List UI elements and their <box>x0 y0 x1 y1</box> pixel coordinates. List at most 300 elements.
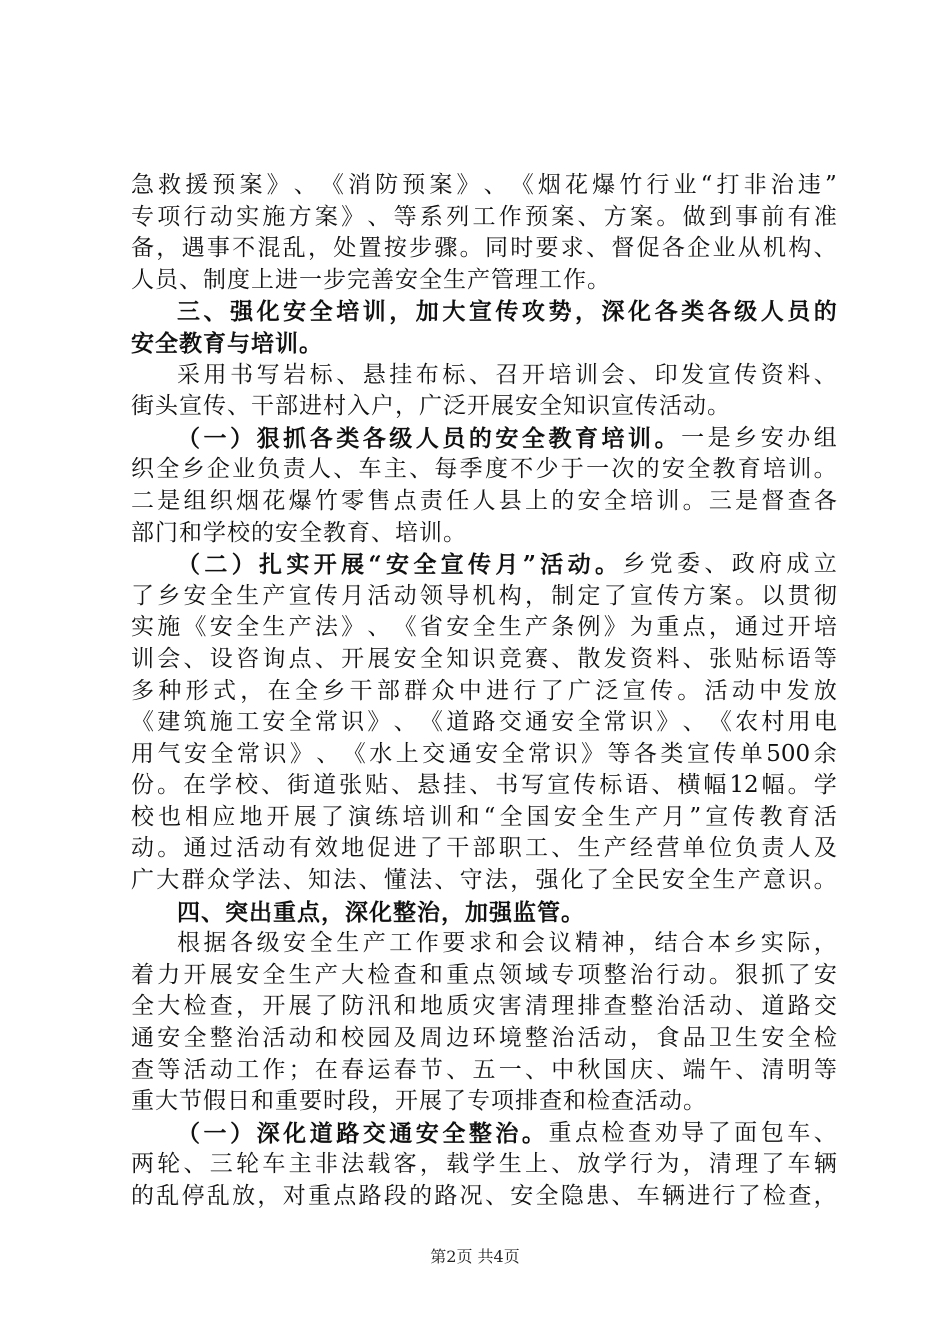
text-glyph: 乡 <box>734 424 758 451</box>
text-glyph: 一 <box>203 1119 227 1147</box>
text-glyph: 常 <box>603 709 627 736</box>
text-glyph: 强 <box>535 867 559 894</box>
text-glyph: 机 <box>472 582 496 609</box>
text-glyph: （ <box>177 1119 200 1147</box>
text-glyph: 《 <box>131 709 154 736</box>
text-glyph: 》 <box>341 614 365 641</box>
text-glyph: 路 <box>472 709 496 736</box>
text-glyph: 轮 <box>236 1151 260 1178</box>
text-glyph: 采 <box>177 361 200 388</box>
text-glyph: 辆 <box>813 1151 837 1178</box>
text-glyph: 狠 <box>256 424 280 452</box>
text-glyph: 《 <box>183 614 207 641</box>
text-glyph: 方 <box>288 203 312 230</box>
text-glyph: 》 <box>603 614 627 641</box>
text-glyph: ， <box>419 1151 443 1178</box>
text-glyph: 等 <box>813 1056 837 1083</box>
text-glyph: 查 <box>209 993 233 1020</box>
text-glyph: 守 <box>459 867 483 894</box>
text-glyph: 急 <box>131 172 154 198</box>
text-line <box>131 707 837 739</box>
text-glyph: ， <box>813 930 837 957</box>
text-glyph: 各 <box>661 235 685 262</box>
text-glyph: 竞 <box>498 645 522 672</box>
text-glyph: 及 <box>813 835 837 862</box>
text-glyph: 构 <box>788 235 812 262</box>
text-glyph: 品 <box>682 1025 706 1052</box>
text-glyph: 》 <box>341 203 365 230</box>
text-glyph: 识 <box>630 709 654 736</box>
text-glyph: ， <box>813 1183 837 1209</box>
text-glyph: 领 <box>498 961 522 988</box>
text-glyph: 乡 <box>622 551 646 578</box>
text-glyph: 活 <box>183 1056 207 1083</box>
text-glyph: 级 <box>734 298 758 326</box>
text-glyph: 行 <box>656 961 680 988</box>
text-glyph: 从 <box>737 235 761 262</box>
text-glyph: 各 <box>230 930 254 957</box>
text-glyph: 生 <box>608 803 632 830</box>
text-glyph: 乱 <box>206 1183 230 1209</box>
text-glyph: 预 <box>402 172 426 198</box>
text-glyph: 赛 <box>524 645 548 672</box>
text-glyph: 》 <box>656 709 680 736</box>
text-glyph: 作 <box>415 930 439 957</box>
text-glyph: 众 <box>431 677 455 704</box>
text-glyph: 动 <box>567 551 591 579</box>
text-glyph: 。 <box>459 235 483 262</box>
text-glyph: 园 <box>367 1025 391 1052</box>
text-glyph: 域 <box>524 961 548 988</box>
text-glyph: 食 <box>656 1025 680 1052</box>
text-glyph: 会 <box>157 645 181 672</box>
text-glyph: 筑 <box>183 709 207 736</box>
text-glyph: 卫 <box>708 1025 732 1052</box>
text-glyph: 、 <box>367 614 391 641</box>
text-glyph: 宣 <box>288 582 312 609</box>
text-glyph: 动 <box>262 835 286 862</box>
text-glyph: 停 <box>181 1183 205 1209</box>
text-glyph: 竹 <box>619 172 643 198</box>
text-glyph: 的 <box>131 1183 154 1209</box>
text-glyph: 消 <box>348 172 371 198</box>
text-glyph: 要 <box>442 930 466 957</box>
text-glyph: 时 <box>510 235 534 262</box>
text-glyph: 民 <box>636 867 660 894</box>
text-glyph: 两 <box>131 1151 154 1178</box>
text-line <box>131 865 837 897</box>
text-glyph: 、 <box>434 867 458 894</box>
text-glyph: 的 <box>551 487 575 514</box>
text-glyph: 不 <box>232 235 256 262</box>
text-glyph: 段 <box>383 1183 407 1209</box>
text-glyph: 、 <box>393 709 417 736</box>
text-glyph: 宣 <box>686 740 710 767</box>
text-glyph: 和 <box>393 993 417 1020</box>
text-glyph: 条 <box>551 614 575 641</box>
text-glyph: 督 <box>761 487 785 514</box>
text-glyph: 安 <box>446 614 470 641</box>
text-glyph: 爆 <box>288 487 312 514</box>
text-glyph: 全 <box>419 645 443 672</box>
text-glyph: 秋 <box>577 1056 601 1083</box>
text-glyph: 500 <box>766 740 811 767</box>
text-glyph: 营 <box>656 835 680 862</box>
text-glyph: 进 <box>687 1183 711 1209</box>
text-line <box>131 1055 837 1087</box>
text-glyph: ， <box>240 677 264 704</box>
text-glyph: 群 <box>404 677 428 704</box>
text-glyph: 治 <box>236 1025 260 1052</box>
text-glyph: 打 <box>716 172 740 198</box>
text-glyph: 识 <box>341 709 365 736</box>
text-glyph: 、 <box>813 235 837 262</box>
text-glyph: ， <box>524 582 548 609</box>
text-glyph: 等 <box>607 740 631 767</box>
text-glyph: 了 <box>761 1151 785 1178</box>
text-glyph: 《 <box>320 172 344 198</box>
text-glyph: 动 <box>603 1025 627 1052</box>
text-glyph: 学 <box>232 867 256 894</box>
text-glyph: 安 <box>760 424 784 451</box>
text-glyph: 开 <box>341 645 365 672</box>
text-glyph: 、 <box>551 1151 575 1178</box>
text-glyph: 组 <box>183 487 207 514</box>
text-glyph: 街 <box>287 772 311 799</box>
text-glyph: 全 <box>288 709 312 736</box>
text-glyph: 培 <box>630 487 654 514</box>
text-glyph: 责 <box>761 835 785 862</box>
text-glyph: 广 <box>568 677 591 704</box>
text-glyph: 劝 <box>654 1119 678 1146</box>
text-glyph: 治 <box>551 1025 575 1052</box>
text-glyph: 语 <box>787 645 811 672</box>
text-glyph: 化 <box>628 298 652 326</box>
text-glyph: 案 <box>239 172 263 198</box>
text-glyph: 各 <box>707 298 731 326</box>
text-glyph: 宣 <box>547 772 571 799</box>
text-glyph: 了 <box>419 835 443 862</box>
text-line <box>131 1149 837 1181</box>
text-glyph: 人 <box>787 835 811 862</box>
text-glyph: 重 <box>656 614 680 641</box>
text-glyph: 生 <box>236 582 260 609</box>
text-glyph: 悬 <box>417 772 441 799</box>
text-glyph: 庆 <box>630 1056 654 1083</box>
text-glyph: 悬 <box>362 361 386 388</box>
text-glyph: 道 <box>309 1119 333 1147</box>
text-glyph: 全 <box>521 424 545 452</box>
text-line <box>131 802 837 834</box>
text-glyph: 法 <box>409 867 433 894</box>
text-glyph: 国 <box>603 1056 627 1083</box>
text-glyph: 安 <box>183 582 207 609</box>
text-glyph: 安 <box>385 551 409 579</box>
text-glyph: 检 <box>763 1183 787 1209</box>
text-glyph: 通 <box>524 709 548 736</box>
text-glyph: ， <box>236 993 260 1020</box>
text-glyph: 全 <box>236 614 260 641</box>
text-glyph: 排 <box>577 993 601 1020</box>
text-glyph: 案 <box>551 203 575 230</box>
text-glyph: 实 <box>286 551 310 579</box>
text-glyph: 神 <box>601 930 625 957</box>
text-glyph: 电 <box>813 709 837 736</box>
text-glyph: 了 <box>603 582 627 609</box>
text-glyph: 少 <box>535 456 559 483</box>
text-glyph: “ <box>700 172 713 198</box>
text-glyph: 识 <box>263 740 287 767</box>
text-glyph: 教 <box>759 803 783 830</box>
text-glyph: 常 <box>314 709 338 736</box>
text-glyph: 知 <box>307 867 331 894</box>
text-glyph: 及 <box>393 1025 417 1052</box>
text-glyph: 理 <box>551 993 575 1020</box>
text-glyph: 隐 <box>560 1183 584 1209</box>
text-glyph: 组 <box>813 424 837 451</box>
text-glyph: 查 <box>787 487 811 514</box>
text-glyph: 路 <box>434 1183 458 1209</box>
text-glyph: 车 <box>636 1183 660 1209</box>
text-glyph: 包 <box>760 1119 784 1146</box>
text-glyph: 岩 <box>283 361 307 388</box>
text-glyph: 二 <box>204 551 228 579</box>
text-glyph: 地 <box>419 993 443 1020</box>
text-glyph: 案 <box>429 172 453 198</box>
text-glyph: 有 <box>288 835 312 862</box>
text-glyph: 发 <box>786 677 810 704</box>
text-glyph: 生 <box>735 1025 759 1052</box>
text-glyph: 要 <box>535 235 559 262</box>
text-glyph: 行 <box>646 172 670 198</box>
text-glyph: 准 <box>813 203 837 230</box>
text-glyph: 生 <box>288 961 312 988</box>
text-glyph: 标 <box>599 772 623 799</box>
text-glyph: 是 <box>735 487 759 514</box>
text-glyph: 类 <box>336 424 360 452</box>
text-line <box>131 581 837 613</box>
text-glyph: 前 <box>761 203 785 230</box>
text-glyph: 午 <box>708 1056 732 1083</box>
text-glyph: 同 <box>484 235 508 262</box>
text-glyph: 清 <box>761 1056 785 1083</box>
text-glyph: 也 <box>158 803 182 830</box>
text-glyph: （ <box>177 424 200 452</box>
text-glyph: 多 <box>131 677 154 704</box>
text-glyph: 预 <box>212 172 236 198</box>
text-glyph: 花 <box>565 172 588 198</box>
text-glyph: 、 <box>183 1151 207 1178</box>
text-glyph: 学 <box>472 1151 496 1178</box>
text-glyph: 传 <box>573 772 597 799</box>
text-glyph: 育 <box>574 424 598 452</box>
text-glyph: 安 <box>209 614 233 641</box>
text-glyph: 、 <box>656 1056 680 1083</box>
text-glyph: 和 <box>495 930 519 957</box>
text-glyph: 、 <box>813 1119 837 1146</box>
text-glyph: ， <box>628 930 652 957</box>
text-glyph: 安 <box>495 424 519 452</box>
text-glyph: 整 <box>209 1025 233 1052</box>
bold-text-segment: 四、突出重点，深化整治，加强监管。 <box>177 898 585 926</box>
text-glyph: 在 <box>314 1056 338 1083</box>
text-glyph: 二 <box>131 487 154 514</box>
text-glyph: 训 <box>788 456 812 483</box>
text-glyph: 标 <box>761 645 785 672</box>
text-line <box>131 991 837 1023</box>
text-glyph: 结 <box>654 930 678 957</box>
text-glyph: 安 <box>283 298 307 326</box>
text-glyph: 全 <box>577 709 601 736</box>
text-glyph: ， <box>156 235 180 262</box>
text-glyph: 等 <box>393 203 417 230</box>
text-glyph: 一 <box>681 424 705 451</box>
text-glyph: 通 <box>735 614 759 641</box>
text-glyph: 整 <box>603 961 627 988</box>
text-glyph: 在 <box>267 677 291 704</box>
text-glyph: 全 <box>156 456 180 483</box>
text-glyph: 料 <box>787 361 811 388</box>
text-glyph: 》 <box>266 172 290 198</box>
text-glyph: 安 <box>262 709 286 736</box>
text-glyph: 一 <box>498 1056 522 1083</box>
text-glyph: 、 <box>651 772 675 799</box>
text-glyph: 导 <box>446 582 470 609</box>
text-glyph: 全 <box>183 1025 207 1052</box>
text-glyph: 三 <box>708 487 732 514</box>
text-glyph: 载 <box>446 1151 470 1178</box>
text-glyph: 懂 <box>383 867 407 894</box>
text-line <box>131 202 837 234</box>
text-glyph: 党 <box>649 551 673 578</box>
text-glyph: 在 <box>183 772 207 799</box>
text-glyph: 大 <box>156 867 180 894</box>
text-glyph: 全 <box>611 867 635 894</box>
text-line <box>131 360 837 392</box>
text-glyph: 动 <box>708 993 732 1020</box>
text-glyph: 挂 <box>443 772 467 799</box>
text-line <box>131 423 837 455</box>
text-glyph: 清 <box>524 993 548 1020</box>
text-glyph: 部 <box>376 677 400 704</box>
text-glyph: 运 <box>367 1056 391 1083</box>
text-glyph: 周 <box>419 1025 443 1052</box>
text-glyph: 面 <box>734 1119 758 1146</box>
text-glyph: 知 <box>446 645 470 672</box>
text-glyph: 爆 <box>592 172 616 198</box>
text-glyph: 了 <box>320 803 344 830</box>
text-glyph: 重 <box>446 961 470 988</box>
text-glyph: 着 <box>131 961 154 988</box>
text-glyph: 一 <box>203 424 227 452</box>
text-glyph: 展 <box>341 551 365 579</box>
text-glyph: 月 <box>341 582 365 609</box>
text-glyph: 交 <box>498 709 522 736</box>
text-glyph: 中 <box>458 677 482 704</box>
text-glyph: 宣 <box>630 582 654 609</box>
text-glyph: 化 <box>560 867 584 894</box>
text-glyph: 气 <box>157 740 181 767</box>
text-glyph: 和 <box>419 961 443 988</box>
text-glyph: 为 <box>656 1151 680 1178</box>
text-glyph: 书 <box>230 361 254 388</box>
text-line <box>131 1023 837 1055</box>
text-glyph: 训 <box>429 803 453 830</box>
text-glyph: 产 <box>262 582 286 609</box>
text-glyph: 展 <box>288 993 312 1020</box>
text-glyph: 专 <box>131 203 154 230</box>
text-glyph: 了 <box>540 677 564 704</box>
text-glyph: 识 <box>788 867 812 894</box>
text-glyph: 生 <box>336 930 360 957</box>
text-glyph: 咨 <box>236 645 260 672</box>
text-glyph: 全 <box>787 1025 811 1052</box>
text-glyph: 查 <box>393 961 417 988</box>
text-glyph: 安 <box>661 867 685 894</box>
text-glyph: 整 <box>524 1025 548 1052</box>
text-glyph: ， <box>574 298 598 326</box>
text-glyph: 县 <box>498 487 522 514</box>
text-glyph: 生 <box>498 614 522 641</box>
text-glyph: 。 <box>157 835 181 862</box>
text-glyph: 轮 <box>157 1151 181 1178</box>
text-glyph: 整 <box>630 993 654 1020</box>
text-glyph: 全 <box>687 456 711 483</box>
text-glyph: 了 <box>707 1119 731 1146</box>
text-glyph: 标 <box>442 361 466 388</box>
text-glyph: 各 <box>309 424 333 452</box>
text-line <box>131 518 837 550</box>
text-glyph: 防 <box>341 993 365 1020</box>
text-glyph: 全 <box>413 551 437 579</box>
text-glyph: 明 <box>787 1056 811 1083</box>
text-glyph: 发 <box>681 361 705 388</box>
text-glyph: 形 <box>185 677 209 704</box>
text-glyph: 重 <box>307 1183 331 1209</box>
text-line <box>131 676 837 708</box>
text-glyph: 境 <box>498 1025 522 1052</box>
text-glyph: 施 <box>262 203 286 230</box>
text-glyph: 以 <box>761 582 785 609</box>
text-glyph: 挂 <box>389 361 413 388</box>
text-glyph: 项 <box>577 961 601 988</box>
text-glyph: 学 <box>813 772 837 799</box>
text-glyph: 安 <box>157 1025 181 1052</box>
text-line <box>131 233 837 265</box>
text-glyph: 检 <box>183 993 207 1020</box>
text-glyph: 展 <box>209 961 233 988</box>
text-glyph: 类 <box>681 298 705 326</box>
text-glyph: 乡 <box>734 930 758 957</box>
text-glyph: 全 <box>209 582 233 609</box>
text-glyph: 。 <box>677 677 701 704</box>
text-glyph: 法 <box>341 1151 365 1178</box>
text-line <box>131 1086 837 1118</box>
text-glyph: 》 <box>289 740 313 767</box>
text-glyph: 员 <box>787 298 811 326</box>
text-glyph: 询 <box>262 645 286 672</box>
text-glyph: 经 <box>630 835 654 862</box>
text-glyph: 了 <box>586 867 610 894</box>
text-segment: 部门和学校的安全教育、培训。 <box>131 519 467 546</box>
text-glyph: 导 <box>681 1119 705 1146</box>
text-glyph: 动 <box>731 677 755 704</box>
text-glyph: 。 <box>787 772 811 799</box>
text-glyph: 散 <box>577 645 601 672</box>
text-glyph: 清 <box>708 1151 732 1178</box>
text-glyph: 不 <box>510 456 534 483</box>
text-glyph: 传 <box>734 361 758 388</box>
